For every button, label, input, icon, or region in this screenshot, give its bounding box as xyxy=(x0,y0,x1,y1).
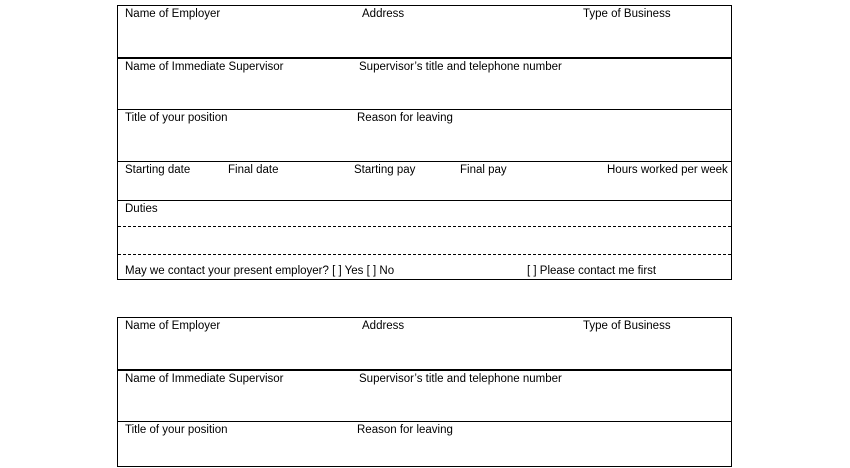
contact-question: May we contact your present employer? [ ] Yes [ ] No xyxy=(125,265,395,277)
start-pay-label: Starting pay xyxy=(354,164,416,176)
business-type-label: Type of Business xyxy=(583,8,671,20)
reason-label: Reason for leaving xyxy=(357,112,453,124)
supervisor-title-label: Supervisor’s title and telephone number xyxy=(359,373,562,385)
contact-row[interactable] xyxy=(118,255,731,279)
address-label: Address xyxy=(362,8,405,20)
employer-row[interactable] xyxy=(118,6,731,59)
supervisor-title-label: Supervisor’s title and telephone number xyxy=(359,61,562,73)
employer-row[interactable] xyxy=(118,318,731,371)
business-type-label: Type of Business xyxy=(583,320,671,332)
dates-pay-row[interactable] xyxy=(118,162,731,201)
hours-label: Hours worked per week xyxy=(607,164,728,176)
employment-history-form-1 xyxy=(117,5,732,280)
employment-history-form-2 xyxy=(117,317,732,467)
start-date-label: Starting date xyxy=(125,164,191,176)
reason-label: Reason for leaving xyxy=(357,424,453,436)
employer-label: Name of Employer xyxy=(125,8,221,20)
final-date-label: Final date xyxy=(228,164,279,176)
duties-label: Duties xyxy=(125,203,158,215)
position-row[interactable] xyxy=(118,422,731,468)
duties-line-2[interactable] xyxy=(118,227,731,255)
supervisor-row[interactable] xyxy=(118,371,731,422)
address-label: Address xyxy=(362,320,405,332)
contact-first-option: [ ] Please contact me first xyxy=(527,265,657,277)
position-label: Title of your position xyxy=(125,424,228,436)
duties-row[interactable] xyxy=(118,201,731,227)
final-pay-label: Final pay xyxy=(460,164,507,176)
employer-label: Name of Employer xyxy=(125,320,221,332)
position-row[interactable] xyxy=(118,110,731,162)
supervisor-label: Name of Immediate Supervisor xyxy=(125,61,284,73)
supervisor-row[interactable] xyxy=(118,59,731,110)
supervisor-label: Name of Immediate Supervisor xyxy=(125,373,284,385)
position-label: Title of your position xyxy=(125,112,228,124)
